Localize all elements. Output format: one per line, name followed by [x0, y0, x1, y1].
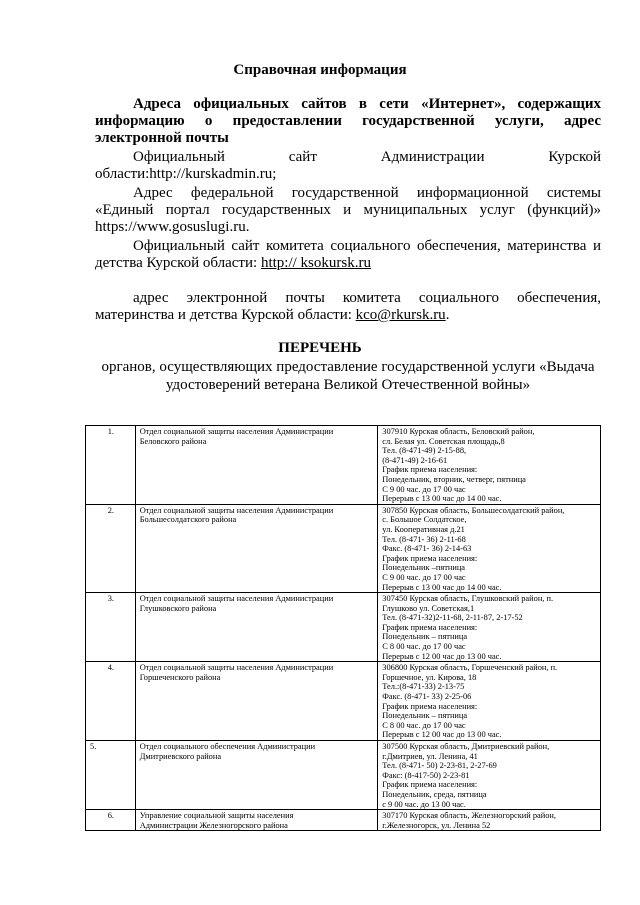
- organization-address-line: Понедельник – пятница: [382, 711, 468, 721]
- table-row: [86, 593, 601, 662]
- organization-address-line: г.Железногорск, ул. Ленина 52: [382, 820, 491, 830]
- organization-address-line: Перерыв с 13 00 час до 14 00 час.: [382, 494, 502, 504]
- table-row: [86, 426, 601, 505]
- organization-address-line: Перерыв с 12 00 час до 13 00 час.: [382, 730, 502, 740]
- sites-heading-line-3: электронной почты: [95, 130, 229, 146]
- gosuslugi-line-2: «Единый портал государственных и муниципальных услуг (функций)»: [95, 202, 601, 218]
- organization-address: [378, 426, 601, 505]
- ksok-line-2: [95, 255, 601, 272]
- organization-address-line: Тел. (8-471- 36) 2-11-68: [382, 534, 466, 544]
- organization-name-line: Отдел социальной защиты населения Администрации: [139, 594, 334, 604]
- organization-address: [378, 662, 601, 741]
- organization-address-line: С 9 00 час. до 17 00 час: [382, 572, 466, 582]
- sites-heading: [95, 96, 601, 147]
- organization-name-line: Большесолдатского района: [139, 515, 237, 525]
- row-number: 4.: [86, 662, 136, 741]
- organization-name: [135, 504, 378, 592]
- row-number: 2.: [86, 504, 136, 592]
- organization-address-line: 307850 Курская область, Большесолдатский район,: [382, 505, 565, 515]
- organization-address-line: 307170 Курская область, Железногорский район,: [382, 811, 557, 821]
- sites-heading-line-1: Адреса официальных сайтов в сети «Интернет», содержащих: [133, 96, 601, 112]
- organization-address-line: Понедельник –пятница: [382, 563, 466, 573]
- organization-address-line: Факс. (8-471- 33) 2-25-06: [382, 692, 472, 702]
- organization-address-line: С 8 00 час. до 17 00 час: [382, 642, 466, 652]
- table-row: [86, 504, 601, 592]
- organization-address-line: График приема населения:: [382, 465, 478, 475]
- organization-name-line: Управление социальной защиты населения: [139, 811, 294, 821]
- organization-name-line: Отдел социальной защиты населения Администрации: [139, 505, 334, 515]
- organization-address-line: Глушково ул. Советская,1: [382, 603, 475, 613]
- ksok-line-2-prefix: детства Курской области:: [95, 255, 261, 271]
- ksok-paragraph: [95, 238, 601, 272]
- gosuslugi-line-1: Адрес федеральной государственной информационной системы: [133, 185, 601, 201]
- email-paragraph: [95, 290, 601, 324]
- admin-site-line-2: области:http://kurskadmin.ru;: [95, 166, 277, 182]
- table-row: [86, 662, 601, 741]
- organization-address-line: График приема населения:: [382, 553, 478, 563]
- organization-address: [378, 593, 601, 662]
- table-row: [86, 741, 601, 810]
- organization-address-line: Понедельник, вторник, четверг, пятница: [382, 474, 526, 484]
- organization-address-line: сл. Белая ул. Советская площадь,8: [382, 436, 505, 446]
- page-title: Справочная информация: [233, 62, 407, 78]
- organizations-table-body: [86, 426, 601, 831]
- organization-name-line: Беловского района: [139, 436, 207, 446]
- table-row: [86, 810, 601, 831]
- organization-address-line: Тел. (8-471- 50) 2-23-81, 2-27-69: [382, 761, 497, 771]
- organization-address-line: График приема населения:: [382, 701, 478, 711]
- organization-address-line: с. Большое Солдатское,: [382, 515, 467, 525]
- row-number: 6.: [86, 810, 136, 831]
- organization-address-line: 307910 Курская область, Беловский район,: [382, 427, 535, 436]
- organization-name-line: Отдел социальной защиты населения Администрации: [139, 663, 334, 673]
- organization-address-line: Понедельник – пятница: [382, 632, 468, 642]
- organization-address-line: 306800 Курская область, Горшеченский район, п.: [382, 663, 558, 673]
- organization-address-line: (8-471-49) 2-16-61: [382, 455, 448, 465]
- row-number: 3.: [86, 593, 136, 662]
- perechen-subtitle-line-1: органов, осуществляющих предоставление государственной услуги «Выдача: [101, 359, 595, 375]
- email-suffix: .: [445, 307, 450, 323]
- organization-name-line: Дмитриевского района: [139, 751, 222, 761]
- organization-name-line: Администрации Железногорского района: [139, 820, 288, 830]
- organization-address-line: С 8 00 час. до 17 00 час: [382, 720, 466, 730]
- organization-address-line: Тел. (8-471-49) 2-15-88,: [382, 446, 467, 456]
- email-line-2: [95, 307, 601, 324]
- organization-name: [135, 810, 378, 831]
- organization-name: [135, 662, 378, 741]
- email-line-1: адрес электронной почты комитета социального обеспечения,: [133, 290, 601, 306]
- perechen-subtitle: [95, 358, 601, 394]
- sites-heading-line-2: информацию о предоставлении государственной услуги, адрес: [95, 113, 601, 129]
- organization-address-line: График приема населения:: [382, 622, 478, 632]
- organization-name-line: Отдел социального обеспечения Администрации: [139, 742, 316, 751]
- admin-site-paragraph: [95, 149, 601, 183]
- organization-address-line: График приема населения:: [382, 780, 478, 790]
- organization-address: [378, 741, 601, 810]
- organization-address-line: С 9 00 час. до 17 00 час: [382, 484, 466, 494]
- organization-address-line: Перерыв с 13 00 час до 14 00 час.: [382, 582, 502, 592]
- organization-address-line: ул. Кооперативная д.21: [382, 524, 465, 534]
- email-line-2-prefix: материнства и детства Курской области:: [95, 307, 356, 323]
- row-number: 1.: [86, 426, 136, 505]
- admin-site-line-1: Официальный сайт Администрации Курской: [133, 149, 601, 165]
- row-number: 5.: [86, 741, 136, 810]
- email-link[interactable]: kco@rkursk.ru: [355, 307, 446, 323]
- organization-name: [135, 741, 378, 810]
- organization-address: [378, 810, 601, 831]
- organization-address-line: 307450 Курская область, Глушковский район, п.: [382, 594, 554, 604]
- organizations-table: [85, 425, 601, 831]
- organization-address-line: Факс. (8-471- 36) 2-14-63: [382, 544, 472, 554]
- organization-address: [378, 504, 601, 592]
- ksok-line-1: Официальный сайт комитета социального обеспечения, материнства и: [133, 238, 601, 254]
- organization-address-line: Тел.:(8-471-33) 2-13-75: [382, 682, 465, 692]
- organization-address-line: Понедельник, среда, пятница: [382, 789, 487, 799]
- gosuslugi-line-3: https://www.gosuslugi.ru.: [95, 219, 250, 235]
- organization-address-line: Перерыв с 12 00 час до 13 00 час.: [382, 651, 502, 661]
- perechen-title: ПЕРЕЧЕНЬ: [278, 340, 362, 356]
- organization-address-line: 307500 Курская область, Дмитриевский район,: [382, 742, 550, 751]
- organization-name-line: Горшеченского района: [139, 672, 221, 682]
- organization-address-line: Факс: (8-417-50) 2-23-81: [382, 770, 470, 780]
- organization-name-line: Глушковского района: [139, 603, 217, 613]
- organization-address-line: Горшечное, ул. Кирова, 18: [382, 672, 477, 682]
- organization-address-line: Тел. (8-471-32)2-11-68, 2-11-87, 2-17-52: [382, 613, 523, 623]
- gosuslugi-paragraph: [95, 185, 601, 236]
- organization-name: [135, 593, 378, 662]
- organization-name: [135, 426, 378, 505]
- organization-name-line: Отдел социальной защиты населения Администрации: [139, 427, 334, 436]
- organization-address-line: г.Дмитриев, ул. Ленина, 41: [382, 751, 478, 761]
- perechen-subtitle-line-2: удостоверений ветерана Великой Отечественной войны»: [165, 377, 531, 393]
- ksok-link[interactable]: http:// ksokursk.ru: [260, 255, 371, 271]
- organization-address-line: с 9 00 час. до 13 00 час.: [382, 799, 466, 809]
